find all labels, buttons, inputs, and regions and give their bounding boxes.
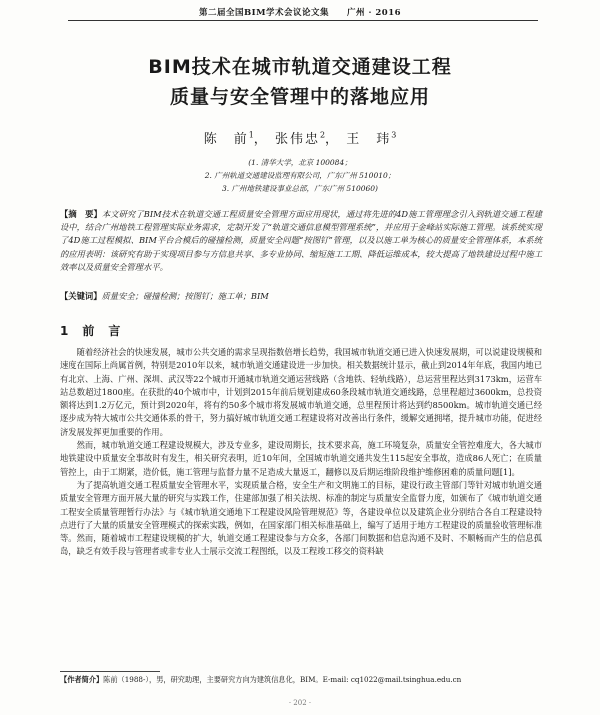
- page-number: · 202 ·: [288, 699, 312, 707]
- title-line-1: BIM技术在城市轨道交通建设工程: [148, 56, 452, 78]
- abstract: [60, 208, 542, 274]
- affiliation-1: (1. 清华大学，北京 100084；: [248, 158, 352, 167]
- keywords-label: 【关键词】: [60, 291, 102, 301]
- body-paragraph-3: 为了提高轨道交通工程质量安全管理水平，实现质量合格，安全生产和文明施工的目标，建设行政主管部门等针对城市轨道交通质量安全管理方面开展大量的研究与实践工作，住建部加强了相关法规、标准的制定与质量安全监督力度，如颁布了《城市轨道交通工程安全质量管理暂行办法》与《城市轨道交通地下工程建设风险管理规范》等，各建设单位以及建筑企业分别结合各自工程建设特点进行了大量的质量安全管理模式的探索实践，例如，在国家部门相关标准基础上，编写了适用于地方工程建设的质量验收管理标准等。然而，随着城市工程建设规模的扩大，轨道交通工程建设参与方众多，各部门间数据和信息沟通不及时、不顺畅而产生的信息孤岛，缺乏有效手段与管理者或非专业人士展示交流工程图纸，以及工程竣工移交的资料缺: [60, 479, 542, 557]
- affiliations: [0, 156, 600, 195]
- affiliation-3: 3. 广州地铁建设事业总部，广东广州 510060): [222, 184, 378, 193]
- abstract-label: 【摘 要】: [60, 209, 102, 219]
- author-3: 王 玮$^3$: [346, 130, 397, 147]
- footnote-rule: [60, 671, 160, 672]
- author-list: 陈 前$^1$， 张伟忠$^2$， 王 玮$^3$: [203, 130, 397, 147]
- footnote-text: 陈前（1988-），男，研究助理，主要研究方向为建筑信息化，BIM。E-mail: cq1022@mail.tsinghua.edu.cn: [103, 675, 462, 684]
- keywords: [60, 290, 542, 303]
- abstract-text: 本文研究了BIM技术在轨道交通工程质量安全管理方面应用现状，通过将先进的4D施工管理理念引入到轨道交通工程建设中，结合广州地铁工程管理实际业务需求，定制开发了“轨道交通信息模型管理系统”，并应用于金峰站实际施工管理。该系统实现了4D施工过程模拟、BIM平台合模后的碰撞检测，质量安全问题“按图钉”管理，以及以施工单为核心的质量安全管理体系，本系统的应用表明：该研究有助于实现项目参与方信息共享、多专业协同、缩短施工工期、降低运维成本，较大提高了地铁建设过程中施工效率以及质量安全管理水平。: [60, 209, 542, 272]
- running-header: 第二届全国BIM学术会议论文集 广州 · 2016: [198, 8, 402, 18]
- body-text: [60, 346, 542, 559]
- section-heading-1: 1 前 言: [60, 324, 122, 338]
- author-2: 张伟忠$^2$: [274, 130, 326, 147]
- body-paragraph-1: 随着经济社会的快速发展，城市公共交通的需求呈现指数倍增长趋势，我国城市轨道交通已进入快速发展期，可以说建设规模和速度在国际上尚属首例，特别是2010年以来，城市轨道交通建设进一步加快。相关数据统计显示，截止到2014年年底，我国内地已有北京、上海、广州、深圳、武汉等22个城市开通城市轨道交通运营线路（含地铁、轻轨线路），总运营里程达到3173km，运营车站总数超过1800座。在获批的40个城市中，计划到2015年前后规划建成60条段城市轨道交通线路，总里程超过3600km，总投资额将达到1.2万亿元，预计到2020年，将有约50多个城市将发展城市轨道交通，总里程预计将达到约8500km。城市轨道交通已经逐步成为特大城市公共交通体系的骨干，努力搞好城市轨道交通工程建设将对改善出行条件，缓解交通拥堵，提升城市功能，促进经济发展发挥更加重要的作用。: [60, 347, 542, 437]
- author-footnote: [60, 674, 542, 685]
- title-line-2: 质量与安全管理中的落地应用: [169, 86, 430, 108]
- affiliation-2: 2. 广州轨道交通建设监理有限公司，广东广州 510010；: [204, 171, 396, 180]
- author-1: 陈 前$^1$: [203, 130, 254, 147]
- body-paragraph-2: 然而，城市轨道交通工程建设规模大，涉及专业多，建设周期长，技术要求高，施工环境复杂，质量安全管控难度大，各大城市地铁建设中质量安全事故时有发生，相关研究表明，近10年间，全国城市轨道交通共发生115起安全事故，造成86人死亡；在质量管控上，由于工期紧，造价低，施工管理与监督力量不足造成大量返工，翻修以及后期运维阶段维护维修困难的质量问题[1]。: [60, 440, 542, 477]
- footnote-label: 【作者简介】: [60, 675, 104, 684]
- paper-title: [0, 52, 600, 112]
- keywords-text: 质量安全；碰撞检测；按图钉；施工单；BIM: [101, 291, 269, 301]
- header-rule: [68, 20, 538, 21]
